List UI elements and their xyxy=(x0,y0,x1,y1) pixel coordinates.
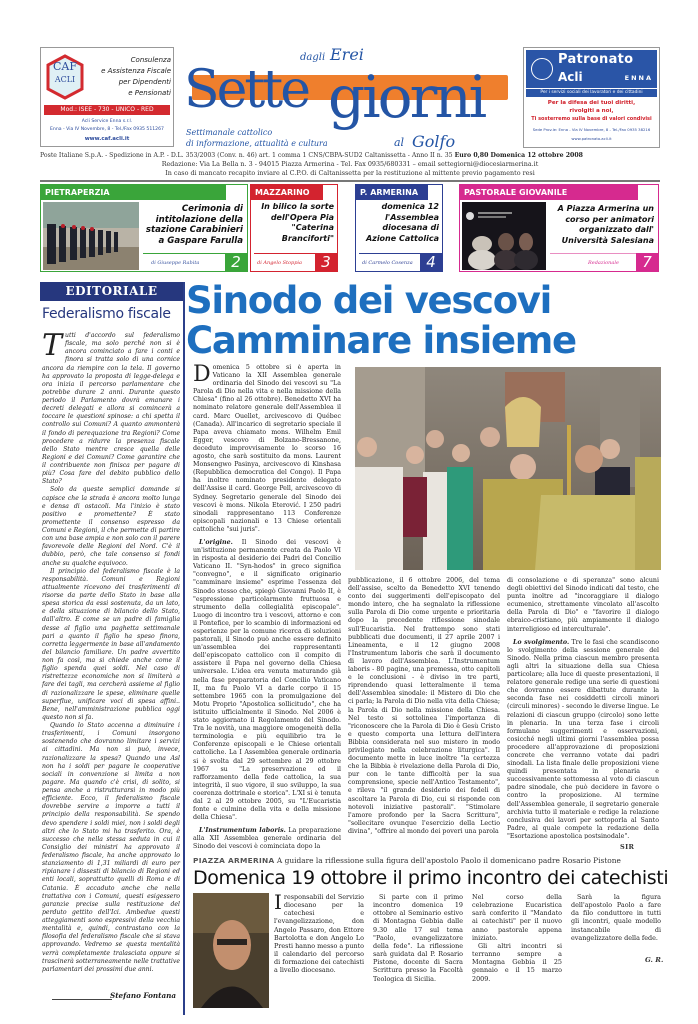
caf-models-bar: Mod.: ISEE - 730 - UNICO - RED xyxy=(44,105,170,115)
editorial-paragraph: Solo da queste semplici domande si capisce che la strada è ancora molto lunga e densa di ostacoli. Ma l'inizio è stato positivo e promettente? È stato promettente il consenso espresso da Comuni e Regioni, il che permette di partire con una base ampia e non solo con il parere favorevole delle Regioni del Nord. C'è il dubbio, però, che tale consenso si fondi anche su qualche equivoco. xyxy=(42,486,181,567)
portrait-photo xyxy=(193,893,269,1008)
teaser-title: Cerimonia di intitolazione della stazione Carabinieri a Gaspare Farulla xyxy=(145,204,243,246)
article-paragraph xyxy=(193,827,341,851)
patronato-acli-ad xyxy=(523,47,660,148)
caf-services xyxy=(85,55,171,99)
bottom-paragraph: Sarà la figura dell'apostolo Paolo a fare da filo conduttore in tutti gli incontri, quale modello instancabile di evangelizzatore della fede. xyxy=(571,893,661,942)
editorial-paragraph-text: utti d'accordo sul federalismo fiscale, ma solo perché non si è ancora cominciato a fare i conti e finora si tratta solo di una cornice ancora da riempire con la tela. Il governo ha approvato la proposta di legge-delega e ora inizia il percorso parlamentare che potrebbe durare 2 anni. Durante questo periodo il Parlamento dovrà emanare i decreti delegati e allora si comincerà a toccare le questioni spinose: a chi spetta il controllo sui Comuni? A quanto ammonterà il fondo di perequazione tra Regioni? Come procedere a ridurre la presenza fiscale dello Stato mentre cresce quella delle Regioni e dei Comuni? Come garantire che il contribuente non finisca per pagare di più? Cosa fare del debito pubblico dello Stato? xyxy=(42,332,180,486)
patronato-slogan-line: Ti sosterremo sulla base di valori condivisi xyxy=(531,116,652,122)
teaser-author: di Giuseppe Rabita xyxy=(151,260,200,266)
teaser-author: di Angelo Stoppia xyxy=(257,260,303,266)
tagline-line-2: di informazione, attualità e cultura xyxy=(186,139,328,148)
teaser-section: P. ARMERINA xyxy=(356,185,428,200)
main-headline xyxy=(186,281,676,361)
teaser-p-armerina[interactable] xyxy=(355,184,443,272)
logo-golfo: Golfo xyxy=(412,132,456,151)
editorial-label: EDITORIALE xyxy=(40,282,183,301)
editorial-column xyxy=(40,282,185,1015)
logo-al: al xyxy=(394,136,405,149)
bottom-article-column-4 xyxy=(571,893,661,942)
kicker-text: A guidare la riflessione sulla figura dell'apostolo Paolo il domenicano padre Rosario Pistone xyxy=(276,856,621,865)
article-drop-cap: D xyxy=(193,364,211,387)
caf-company: Acli Service Enna s.r.l. xyxy=(81,119,133,124)
teaser-author: di Carmelo Cosenza xyxy=(362,260,413,266)
editorial-drop-cap: T xyxy=(42,328,63,363)
article-paragraph-text: Il Sinodo dei vescovi è un'istituzione permanente creata da Paolo VI in risposta al desiderio dei Padri del Concilio Vaticano II. "Syn-hodos" in greco significa "convegno", e il significato originario "camminare insieme" esprime l'essenza del Sinodo stesso che, spiegò Giovanni Paolo II, è "espressione particolarmente fruttuosa e strumento della collegialità episcopale". Luogo di incontro tra i vescovi, attorno e con il Pontefice, per lo scambio di informazioni ed esperienze per la comune ricerca di soluzioni pastorali, il Sinodo può anche essere definito un'assemblea dei rappresentanti dell'episcopato cattolico con il compito di assistere il Papa nel governo della Chiesa universale. L'idea era venuta maturando già nella fase preparatoria del Concilio Vaticano II, ma fu Paolo VI a darle corpo il 15 settembre 1965 con la promulgazione del Motu Proprio "Apostolica sollicitudo", che ha istituito ufficialmente il Sinodo. Nel 2006 è stato aggiornato il Regolamento del Sinodo. Tra le novità, una maggiore omogeneità della terminologia e più equilibrio tra le Conferenze episcopali e le Chiese orientali cattoliche. La I Assemblea generale ordinaria si è svolta dal 29 settembre al 29 ottobre 1967 su "La preservazione ed il rafforzamento della fede cattolica, la sua integrità, il suo vigore, il suo sviluppo, la sua coerenza dottrinale e storica". L'XI si è tenuta dal 2 al 29 ottobre 2005, su "L'Eucaristia fonte e culmine della vita e della missione della Chiesa". xyxy=(193,538,341,822)
bottom-paragraph xyxy=(274,890,364,975)
editorial-office: Redazione: Via La Bella n. 3 - 94015 Piazza Armerina - Tel. Fax 0935/680331 – email settegiorni@diocesiarmerina.it xyxy=(161,160,539,168)
header-divider xyxy=(40,180,660,182)
teaser-title: In bilico la sorte dell'Opera Pia "Caterina Branciforti" xyxy=(261,202,334,243)
headline-line-1: Sinodo dei vescovi xyxy=(186,279,552,322)
teaser-page-number: 2 xyxy=(225,253,247,271)
logo-erei: Erei xyxy=(330,45,364,64)
logo-tagline xyxy=(186,127,328,149)
bottom-article-column-1 xyxy=(274,890,364,975)
caf-service-line: e Assistenza Fiscale xyxy=(101,67,171,75)
postal-info xyxy=(40,151,660,160)
article-paragraph-text: omenica 5 ottobre si è aperta in Vaticano la XII Assemblea generale ordinaria del Sinodo dei vescovi su "La Parola di Dio nella vita e nella missione della Chiesa" (fino al 26 ottobre). Benedetto XVI ha nominato relatore generale dell'Assemblea il card. Marc Ouellet, arcivescovo di Québec (Canada). All'incarico di segretario speciale il Papa aveva chiamato mons. Wilhelm Emil Egger, vescovo di Bolzano-Bressanone, deceduto improvvisamente lo scorso 16 agosto, che sarà sostituito da mons. Laurent Monsengwo Pasinya, arcivescovo di Kinshasa (Repubblica democratica del Congo). Il Papa ha inoltre nominato presidente delegato dell'Assise il card. George Pell, arcivescovo di Sydney. Segretario generale del Sinodo dei vescovi è mons. Nikola Eterović. I 250 padri sinodali rappresentano 113 Conferenze episcopali nazionali e 13 Chiese orientali cattoliche "sui juris". xyxy=(193,364,341,533)
return-notice: In caso di mancato recapito inviare al C.P.O. di Caltanissetta per la restituzione al mittente previo pagamento resi xyxy=(165,169,535,177)
logo-dagli: dagli xyxy=(300,52,326,63)
caf-service-line: Consulenza xyxy=(130,56,171,64)
patronato-slogan-line: Per la difesa dei tuoi diritti, xyxy=(547,100,636,106)
teaser-title: domenica 12 l'Assemblea diocesana di Azione Cattolica xyxy=(365,202,439,243)
main-article-column-3 xyxy=(507,577,659,839)
bottom-drop-cap: I xyxy=(274,890,282,914)
patronato-address: Sede Prov.le: Enna - Via IV Novembre, 8 - Tel./Fax 0935 38216 xyxy=(532,127,651,132)
carabinieri-ceremony-photo xyxy=(43,202,139,270)
bottom-paragraph: Gli altri incontri si terranno sempre a Montagna Gebbia il 25 gennaio e il 15 marzo 2009. xyxy=(472,941,562,983)
patronato-city: ENNA xyxy=(624,74,653,82)
bottom-paragraph: Si parte con il primo incontro domenica 19 ottobre al Seminario estivo di Montagna Gebbia dalle 9.30 alle 17 sul tema "Paolo, evangelizzatore della fede". La riflessione sarà guidata dal P. Rosario Pistone, docente di Sacra Scrittura presso la Facoltà Teologica di Sicilia. xyxy=(373,893,463,983)
acli-emblem-icon xyxy=(531,58,553,80)
section-lead-instrumentum: L'Instrumentum laboris. xyxy=(199,827,286,835)
section-lead-svolgimento: Lo svolgimento. xyxy=(513,638,570,646)
patronato-header xyxy=(526,50,657,88)
article-paragraph: di consolazione e di speranza" sono alcuni degli obiettivi del Sinodo indicati dal testo, che punta inoltre ad "incoraggiare il dialogo ecumenico, strettamente vincolato all'ascolto della Parola di Dio" e "favorire il dialogo ebraico-cristiano, più ampiamente il dialogo interreligioso ed interculturale". xyxy=(507,577,659,633)
teaser-section: MAZZARINO xyxy=(251,185,323,200)
caf-logo-text-2: ACLI xyxy=(54,75,76,84)
section-lead-origine: L'origine. xyxy=(199,538,233,546)
teaser-pietraperzia[interactable] xyxy=(40,184,248,272)
editorial-paragraph: Quando lo Stato accenna a diminuire i trasferimenti, i Comuni insorgono sostenendo che dovranno limitare i servizi ai cittadini. Ma non si può, invece, razionalizzare la spesa? Quando una Asl non ha i soldi per pagare le cooperative sociali in convenzione si limita a non pagare. Ma quando c'è crisi, di solito, si pensa anche a ristrutturarsi in modo più efficiente. Ecco, il federalismo fiscale dovrebbe servire a imporre a tutti il principio della responsabilità. Se spendo devo spendere i soldi miei, non i soldi degli altri che lo Stato mi ha trasferito. Ora, è successo che nella stessa seduta in cui il Consiglio dei ministri ha approvato il federalismo fiscale, ha anche approvato lo stanziamento di 1,31 miliardi di euro per ripianare i dissesti di bilancio di Regioni ed enti locali, soprattutto quelli di Roma e di Catania. È accaduto anche che nella trattativa con i Comuni, questi esigessero garanzie precise sulla restituzione del perduto gettito dell'Ici. Ambedue questi atteggiamenti sono espressivi della vecchia mentalità e, quindi, contrastano con la filosofia del federalismo fiscale che si stava approvando. Vedremo se questa mentalità verrà completamente tralasciata oppure si trascinerà sotterraneamente nelle trattative parlamentari dei prossimi due anni. xyxy=(42,722,180,973)
caf-service-line: e Pensionati xyxy=(128,89,171,97)
patronato-website-link[interactable]: www.patronato.acli.it xyxy=(571,136,612,141)
editorial-paragraph xyxy=(42,328,180,486)
procession-image xyxy=(355,367,661,570)
postal-text: Poste Italiane S.p.A. - Spedizione in A.P. - D.L. 353/2003 (Conv. n. 46) art. 1 comma 1 CNS/CBPA-SUD2 Caltanissetta - Anno II n. 35 xyxy=(40,152,453,159)
patronato-slogan-line: rivolgiti a noi, xyxy=(569,108,614,114)
patronato-acli: Acli xyxy=(558,70,583,84)
caf-acli-ad xyxy=(40,47,174,147)
bottom-article-column-3 xyxy=(472,893,562,983)
article-paragraph xyxy=(193,539,341,822)
bottom-paragraph: Nel corso della celebrazione Eucaristica sarà conferito il "Mandato ai catechisti" per il nuovo anno pastorale appena iniziato. xyxy=(472,893,562,942)
teaser-section: PASTORALE GIOVANILE xyxy=(460,185,638,200)
article-paragraph: pubblicazione, il 6 ottobre 2006, del tema dell'assise, scelto da Benedetto XVI tenendo conto dei suggerimenti dell'episcopato del mondo intero, che ha segnalato la riflessione sulla Parola di Dio come urgente e prioritaria dopo la precedente riflessione sinodale sull'Eucaristia. Nel frattempo sono stati pubblicati due documenti, il 27 aprile 2007 i Lineamenta, e il 12 giugno 2008 l'Instrumentum laboris che sarà il documento di lavoro dell'Assemblea. L'Instrumentum laboris - 80 pagine, una premessa, otto capitoli e le conclusioni - è diviso in tre parti, riprendendo quasi letteralmente il tema dell'Assemblea sinodale: il Mistero di Dio che ci parla; la Parola di Dio nella vita della Chiesa; la Parola di Dio nella missione della Chiesa. Nel testo si sottolinea l'importanza di "riconoscere che la Parola di Dio è Gesù Cristo e questo comporta una lettura dell'intera Bibbia considerata nel suo mistero in modo privilegiato nella celebrazione liturgica". Il documento mette in luce inoltre "la certezza che la Bibbia è rivelazione della Parola di Dio, pur con le tante difficoltà per la sua comprensione, specie nell'Antico Testamento", e rileva "il grande desiderio dei fedeli di ascoltare la Parola di Dio, cui si risponde con notevoli iniziative pastorali". "Stimolare l'amore profondo per la Sacra Scrittura", "sollecitare ovunque l'esercizio della Lectio divina", "offrire al mondo dei poveri una parola xyxy=(348,577,500,835)
young-people-photo xyxy=(462,202,546,270)
logo-sette: Sette xyxy=(184,60,308,120)
patronato-subtitle: Per i servizi sociali dei lavoratori e dei cittadini xyxy=(526,89,657,97)
article-paragraph xyxy=(507,639,659,839)
teaser-page-number: 7 xyxy=(636,253,658,271)
teaser-mazzarino[interactable] xyxy=(250,184,338,272)
bottom-article-title: Domenica 19 ottobre il primo incontro dei catechisti xyxy=(193,867,669,889)
bottom-signature: G. R. xyxy=(645,956,664,964)
ceremony-photo-image xyxy=(43,202,139,270)
bottom-article-column-2 xyxy=(373,893,463,983)
main-article-column-1 xyxy=(193,364,341,854)
teaser-page-number: 4 xyxy=(420,253,442,271)
pope-procession-photo xyxy=(355,367,661,570)
caf-service-line: per Dipendenti xyxy=(118,78,171,86)
caf-website-link[interactable]: www.caf.acli.it xyxy=(84,136,130,142)
patronato-title: Patronato xyxy=(558,52,634,67)
teaser-title: A Piazza Armerina un corso per animatori organizzato dall' Università Salesiana xyxy=(557,204,654,245)
article-source: SIR xyxy=(620,843,635,851)
article-paragraph-text: La preparazione alla XII Assemblea generale ordinaria del Sinodo dei vescovi è cominciata dopo la xyxy=(193,827,341,851)
kicker-place: PIAZZA ARMERINA xyxy=(193,856,275,865)
caf-address: Enna - Via IV Novembre, 8 - Tel./Fax 0935 511267 xyxy=(50,127,164,132)
young-people-image xyxy=(462,202,546,270)
bottom-paragraph-text: responsabili del Servizio diocesano per la catechesi e l'evangelizzazione, don Angelo Passaro, don Ettore Bartolotta e don Angelo Lo Presti hanno messo a punto il calendario del percorso di formazione dei catechisti a livello diocesano. xyxy=(274,893,364,975)
teaser-pastorale-giovanile[interactable] xyxy=(459,184,659,272)
headline-line-2: Camminare insieme xyxy=(186,319,576,362)
teaser-section: PIETRAPERZIA xyxy=(41,185,226,200)
article-paragraph xyxy=(193,364,341,534)
main-article-column-2 xyxy=(348,577,500,839)
editorial-paragraph: Il principio del federalismo fiscale è la responsabilità. Comuni e Regioni attualmente ricevono dei trasferimenti di risorse da parte dello Stato in base alla spesa storica da essi sostenuta, da un lato, e della situazione di bilancio dello Stato, dall'altro. È come se un padre di famiglia desse al figlio una paghetta settimanale pari a quanto il figlio ha speso finora, corretta leggermente in base all'andamento del bilancio familiare. Un padre avvertito non fa così, ma si chiede anche come il figlio spenda quei soldi. Nel caso di ristrettezze economiche non si limiterà a fare dei tagli, ma cercherà assieme al figlio di razionalizzare le spese, eliminare quelle superflue, unificare voci di spesa affini.. Bene, nell'amministrazione pubblica oggi questo non si fa. xyxy=(42,567,180,721)
editorial-title: Federalismo fiscale xyxy=(42,306,171,322)
bottom-kicker xyxy=(193,856,676,866)
signature-rule xyxy=(52,999,112,1000)
editorial-signature: Stefano Fontana xyxy=(110,991,176,1000)
article-paragraph-text: Tre le fasi che scandiscono lo svolgimento della sessione generale del Sinodo. Nella prima ciascun membro presenta agli altri la situazione della sua Chiesa particolare; alla luce di queste presentazioni, il relatore generale redige una serie di questioni che dovranno essere dibattute durante la seconda fase nei cosiddetti circoli minori (circuli minores) - secondo le diverse lingue. Le relazioni di ciascun gruppo (circolo) sono lette in plenaria. In una terza fase i circoli formulano suggerimenti e osservazioni, cosicché negli ultimi giorni l'assemblea possa procedere all'approvazione di proposizioni concrete che verranno votate dai padri sinodali. La lista finale delle proposizioni viene quindi presentata in plenaria e successivamente sottomessa al voto di ciascun padre sinodale, che può decidere in favore o contro la proposizione. Al termine dell'Assemblea generale, il segretario generale archivia tutto il materiale e redige la relazione conclusiva dei lavori per sottoporla al Santo Padre, al quale compete la redazione della "Esortazione apostolica postsinodale". xyxy=(507,638,659,839)
editorial-body xyxy=(42,328,181,974)
masthead-logo xyxy=(180,44,510,156)
caf-logo-text-1: CAF xyxy=(53,60,77,73)
logo-giorni: giorni xyxy=(328,63,485,131)
price-date: Euro 0,80 Domenica 12 ottobre 2008 xyxy=(454,152,583,159)
portrait-image xyxy=(193,893,269,1008)
teaser-author: Redazionale xyxy=(588,260,619,266)
teaser-page-number: 3 xyxy=(315,253,337,271)
editorial-footer xyxy=(42,990,180,1004)
tagline-line-1: Settimanale cattolico xyxy=(186,128,273,137)
